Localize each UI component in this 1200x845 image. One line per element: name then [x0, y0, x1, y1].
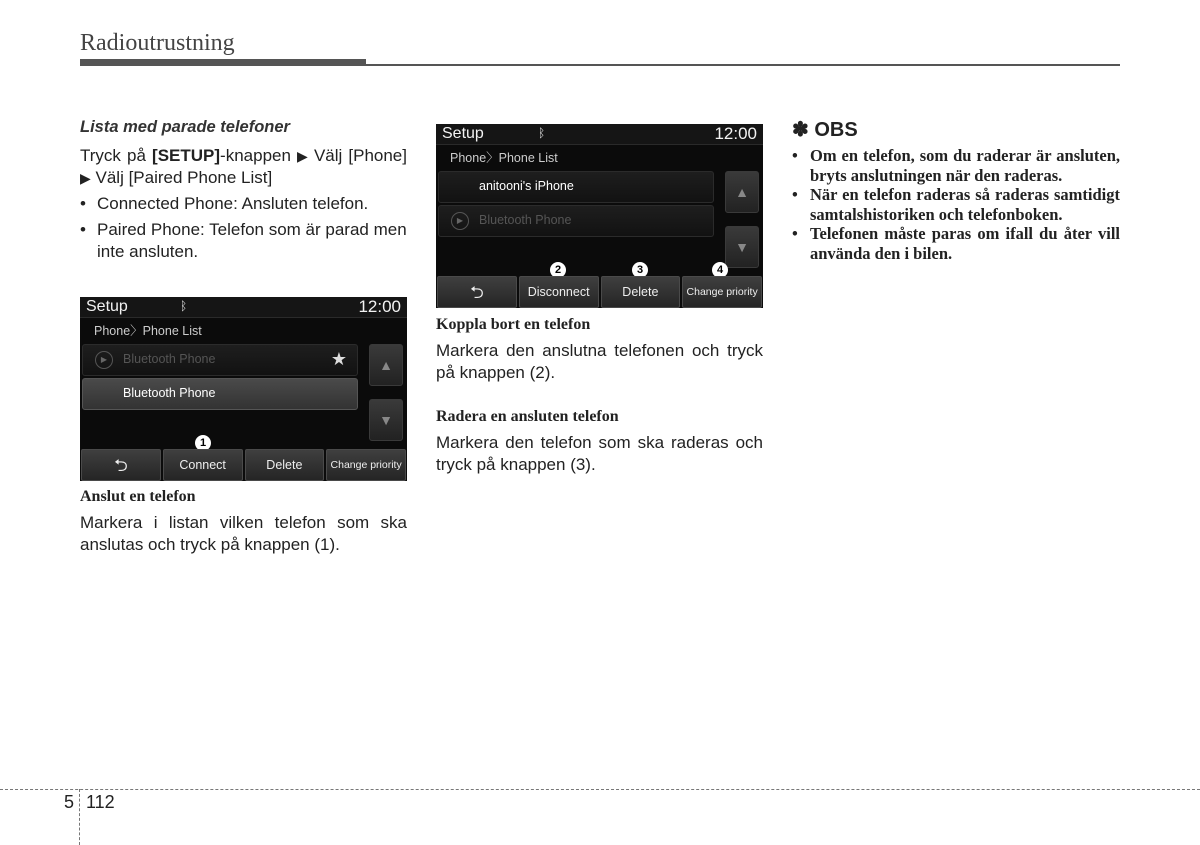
page-header-title: Radioutrustning: [80, 30, 235, 56]
delete-button[interactable]: Delete: [245, 449, 325, 481]
connect-button[interactable]: Connect: [163, 449, 243, 481]
screen-clock: 12:00: [358, 297, 401, 316]
scroll-down-button[interactable]: ▼: [369, 399, 403, 441]
phone-row-selected[interactable]: [82, 378, 358, 410]
intro-paragraph: Tryck på [SETUP]-knappen ▶ Välj [Phone] ▶ Välj [Paired Phone List]: [80, 146, 407, 187]
note-box: [792, 117, 1120, 263]
change-priority-button[interactable]: Change priority: [326, 449, 406, 481]
scroll-up-button[interactable]: ▲: [725, 171, 759, 213]
note-heading: ✽ OBS: [792, 119, 858, 141]
phone-row-label: anitooni's iPhone: [479, 179, 574, 193]
change-priority-button[interactable]: Change priority: [682, 276, 762, 308]
phone-row-label: Bluetooth Phone: [123, 386, 216, 400]
breadcrumb: Phone〉Phone List: [450, 151, 558, 165]
footer-rule: [0, 789, 1200, 790]
screen-title: Setup: [86, 298, 128, 315]
note-item: • När en telefon raderas så raderas samtidigt samtalshistoriken och telefonboken.: [792, 185, 1120, 224]
phone-row-paired[interactable]: [82, 344, 358, 376]
list-item: • Connected Phone: Ansluten telefon.: [80, 194, 369, 213]
caption-disconnect: Koppla bort en telefon: [436, 316, 591, 333]
play-icon: ▶: [451, 212, 469, 230]
breadcrumb: Phone〉Phone List: [94, 324, 202, 338]
footer-divider: [79, 789, 80, 845]
scroll-up-button[interactable]: ▲: [369, 344, 403, 386]
delete-body: Markera den telefon som ska raderas och tryck på knappen (3).: [436, 433, 763, 474]
note-item: • Om en telefon, som du raderar är ansluten, bryts anslutningen när den raderas.: [792, 146, 1120, 185]
callout-marker: 4: [712, 262, 728, 278]
list-item: • Paired Phone: Telefon som är parad men inte ansluten.: [80, 220, 407, 261]
bluetooth-icon: ᛒ: [180, 299, 188, 313]
connect-section: [80, 488, 407, 556]
arrow-right-icon: ▶: [80, 170, 91, 186]
section-heading: Lista med parade telefoner: [80, 118, 290, 136]
arrow-right-icon: ▶: [297, 148, 308, 164]
page-number: 112: [86, 792, 115, 812]
phone-row-paired[interactable]: [438, 205, 714, 237]
caption-delete: Radera en ansluten telefon: [436, 408, 619, 425]
middle-column: [436, 316, 763, 476]
caption-connect: Anslut en telefon: [80, 488, 196, 505]
phone-row-label: Bluetooth Phone: [479, 213, 572, 227]
callout-marker: 3: [632, 262, 648, 278]
header-rule-thin: [366, 64, 1120, 66]
note-item: • Telefonen måste paras om ifall du åter vill använda den i bilen.: [792, 224, 1120, 263]
delete-button[interactable]: Delete: [601, 276, 681, 308]
disconnect-body: Markera den anslutna telefonen och tryck på knappen (2).: [436, 341, 763, 382]
back-button[interactable]: ⮌: [81, 449, 161, 481]
connect-body: Markera i listan vilken telefon som ska anslutas och tryck på knappen (1).: [80, 513, 407, 554]
star-icon: ★: [330, 349, 347, 369]
play-icon: ▶: [95, 351, 113, 369]
back-button[interactable]: ⮌: [437, 276, 517, 308]
left-column: [80, 118, 407, 263]
callout-marker: 1: [195, 435, 211, 451]
phone-row-connected[interactable]: [438, 171, 714, 203]
callout-marker: 2: [550, 262, 566, 278]
bluetooth-icon: ᛒ: [538, 126, 546, 140]
screenshot-connect: [80, 297, 407, 481]
screen-title: Setup: [442, 125, 484, 142]
phone-row-label: Bluetooth Phone: [123, 352, 216, 366]
header-rule-thick: [80, 59, 366, 66]
disconnect-button[interactable]: Disconnect: [519, 276, 599, 308]
scroll-down-button[interactable]: ▼: [725, 226, 759, 268]
screen-clock: 12:00: [714, 124, 757, 143]
section-number: 5: [64, 792, 75, 812]
screenshot-disconnect: [436, 124, 763, 308]
